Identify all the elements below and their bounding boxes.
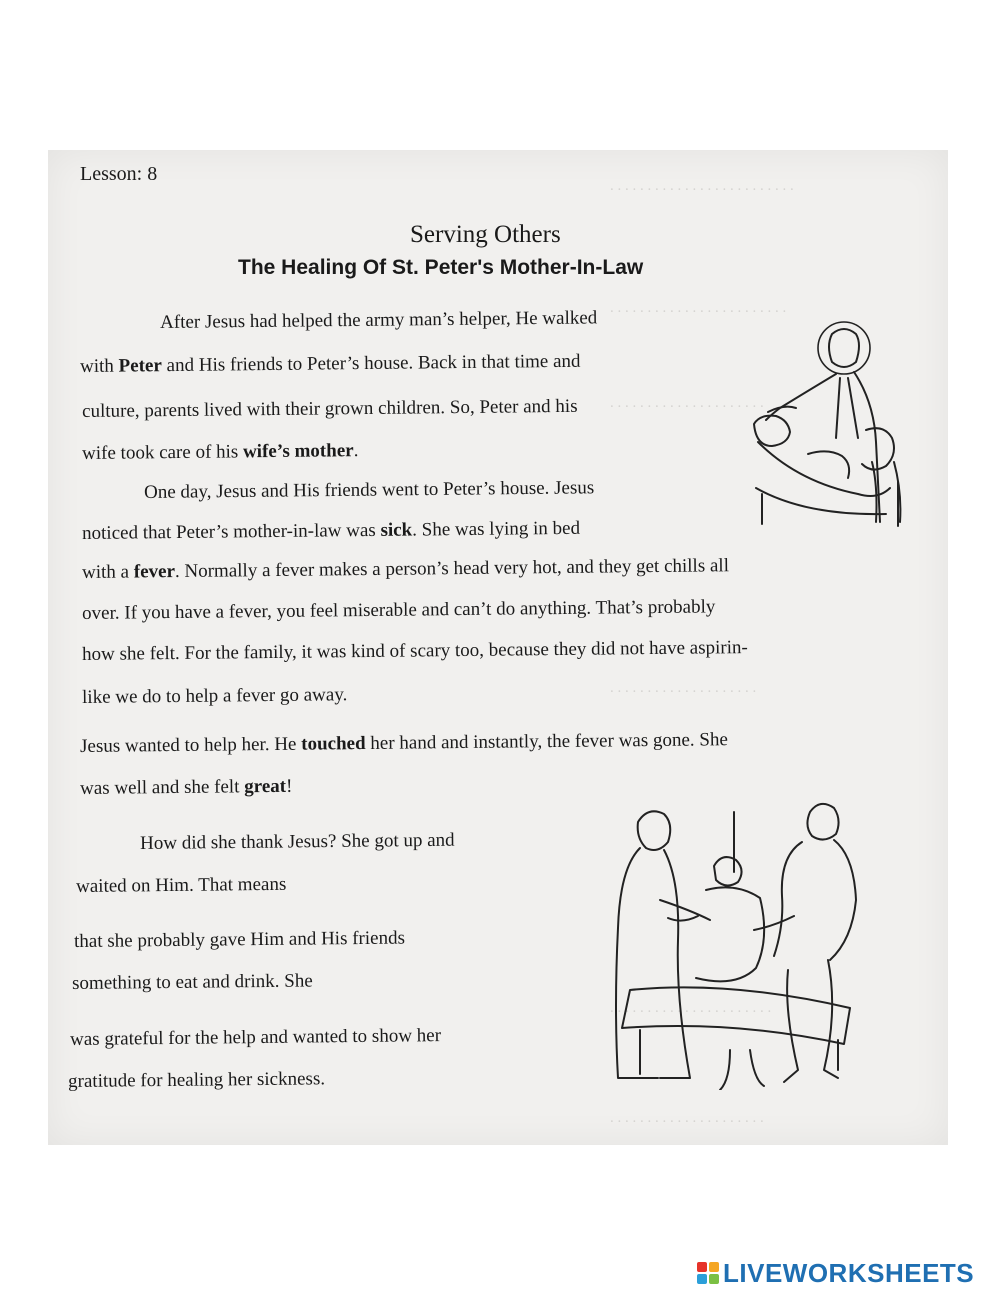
liveworksheets-logo	[697, 1258, 974, 1288]
story-line	[80, 777, 292, 798]
story-text-run: After Jesus had helped the army man’s helper, He walked	[159, 307, 598, 333]
story-text-run: her hand and instantly, the fever was gone. She	[365, 729, 728, 755]
story-line	[68, 1069, 325, 1091]
story-line	[160, 308, 597, 332]
story-text-run: and His friends to Peter’s house. Back in that time and	[161, 350, 581, 377]
story-line	[70, 1026, 441, 1049]
story-text-run: .	[353, 440, 359, 462]
story-text-run: was grateful for the help and wanted to show her	[69, 1025, 442, 1050]
liveworksheets-logo-icon	[697, 1262, 719, 1284]
story-line	[74, 929, 405, 951]
story-text-run: like we do to help a fever go away.	[81, 684, 348, 708]
story-text-run: gratitude for healing her sickness.	[67, 1068, 326, 1092]
emphasized-word: fever	[133, 561, 176, 583]
story-text-run: !	[285, 775, 293, 797]
emphasized-word: Peter	[118, 355, 162, 377]
story-text-run: something to eat and drink. She	[71, 970, 313, 994]
jesus-healing-illustration	[748, 312, 916, 544]
story-text-run: was well and she felt	[79, 776, 245, 799]
story-text-run: . Normally a fever makes a person’s head very hot, and they get chills all	[174, 555, 730, 583]
story-text-run: noticed that Peter’s mother-in-law was	[81, 519, 381, 544]
story-text-run: with	[79, 355, 119, 377]
story-line	[76, 875, 286, 896]
story-text-run: that she probably gave Him and His friends	[73, 927, 406, 952]
story-line	[82, 441, 358, 463]
story-line	[82, 519, 580, 543]
story-text-run: how she felt. For the family, it was kind of scary too, because they did not have aspirin-	[81, 637, 748, 665]
story-line	[80, 352, 581, 376]
story-line	[72, 971, 313, 993]
story-text-run: culture, parents lived with their grown children. So, Peter and his	[81, 395, 578, 422]
story-text-run: over. If you have a fever, you feel miserable and can’t do anything. That’s probably	[81, 596, 716, 624]
story-subtitle: The Healing Of St. Peter's Mother-In-Law	[238, 256, 644, 279]
story-line	[144, 478, 594, 502]
emphasized-word: touched	[301, 733, 366, 755]
story-text-run: with a	[81, 561, 134, 583]
liveworksheets-brand-name: LIVEWORKSHEETS	[723, 1257, 975, 1288]
story-text-run: waited on Him. That means	[75, 873, 287, 897]
story-line	[140, 831, 455, 853]
emphasized-word: wife’s mother	[242, 440, 354, 463]
mother-in-law-serving-illustration	[600, 800, 870, 1090]
story-line	[82, 685, 347, 707]
story-text-run: . She was lying in bed	[412, 517, 581, 541]
story-line	[82, 397, 578, 421]
emphasized-word: great	[244, 775, 287, 798]
story-text-run: wife took care of his	[81, 441, 244, 464]
story-text-run: Jesus wanted to help her. He	[79, 733, 302, 757]
emphasized-word: sick	[380, 519, 413, 541]
lesson-number: Lesson: 8	[80, 163, 158, 185]
story-text-run: How did she thank Jesus? She got up and	[139, 829, 455, 854]
story-text-run: One day, Jesus and His friends went to Peter’s house. Jesus	[143, 477, 595, 503]
page-title: Serving Others	[410, 221, 561, 248]
